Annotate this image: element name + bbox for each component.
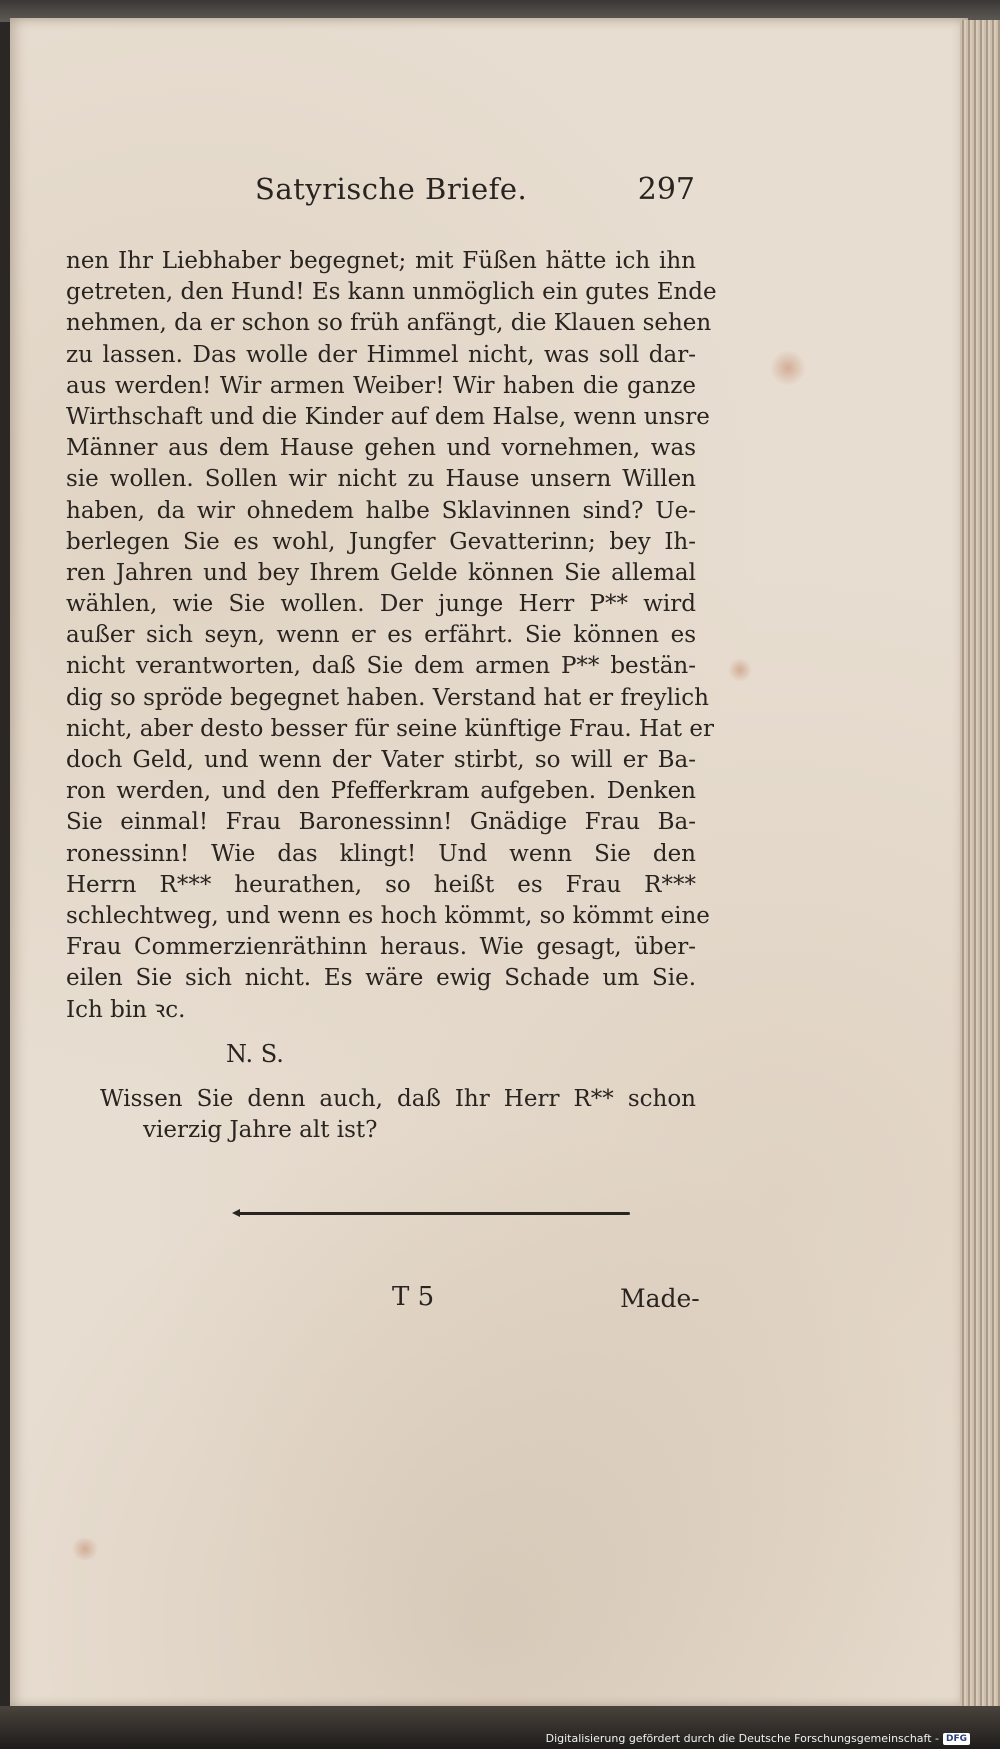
text-line: Sie einmal! Frau Baronessinn! Gnädige Frau Ba- xyxy=(66,809,696,836)
page-number: 297 xyxy=(637,172,695,207)
text-line: ronessinn! Wie das klingt! Und wenn Sie den xyxy=(66,840,696,867)
credit-text: Digitalisierung gefördert durch die Deutsche Forschungsgemeinschaft - xyxy=(545,1732,939,1745)
foxing-spot xyxy=(70,1538,100,1560)
text-line-last: Ich bin ꝛc. xyxy=(66,996,186,1023)
text-line: berlegen Sie es wohl, Jungfer Gevatterinn; bey Ih- xyxy=(66,528,696,555)
text-line: nen Ihr Liebhaber begegnet; mit Füßen hätte ich ihn xyxy=(66,248,696,274)
text-line: außer sich seyn, wenn er es erfährt. Sie können es xyxy=(66,622,696,649)
text-line: ren Jahren und bey Ihrem Gelde können Sie allemal xyxy=(66,559,696,586)
postscript-text: Wissen Sie denn auch, daß Ihr Herr R** schon xyxy=(100,1086,696,1112)
postscript-label: N. S. xyxy=(226,1040,284,1068)
text-line: zu lassen. Das wolle der Himmel nicht, was soll dar- xyxy=(66,341,696,368)
dfg-logo: DFG xyxy=(943,1733,970,1745)
page-edges xyxy=(960,20,1000,1710)
page-header xyxy=(255,172,695,212)
catchword: Made- xyxy=(620,1284,700,1313)
foxing-spot xyxy=(770,350,806,386)
text-line: ron werden, und den Pfefferkram aufgeben. Denken xyxy=(66,778,696,805)
section-divider-rule xyxy=(238,1212,630,1215)
text-line: sie wollen. Sollen wir nicht zu Hause unsern Willen xyxy=(66,466,696,493)
text-line: Herrn R*** heurathen, so heißt es Frau R*** xyxy=(66,871,696,898)
running-title: Satyrische Briefe. xyxy=(255,172,528,206)
text-line: schlechtweg, und wenn es hoch kömmt, so kömmt eine xyxy=(66,902,710,929)
text-line: doch Geld, und wenn der Vater stirbt, so will er Ba- xyxy=(66,747,696,773)
foxing-spot xyxy=(728,658,752,682)
postscript-text: vierzig Jahre alt ist? xyxy=(143,1117,378,1143)
letter-body xyxy=(66,246,717,1026)
text-line: nehmen, da er schon so früh anfängt, die Klauen sehen xyxy=(66,310,712,337)
text-line: Männer aus dem Hause gehen und vornehmen, was xyxy=(66,435,696,462)
text-line: nicht, aber desto besser für seine künftige Frau. Hat er xyxy=(66,715,714,742)
text-line: haben, da wir ohnedem halbe Sklavinnen sind? Ue- xyxy=(66,497,696,524)
digitization-credit xyxy=(546,1732,970,1745)
signature-mark: T 5 xyxy=(392,1282,435,1312)
text-line: nicht verantworten, daß Sie dem armen P** bestän- xyxy=(66,653,696,680)
text-line: dig so spröde begegnet haben. Verstand hat er freylich xyxy=(66,684,709,711)
text-line: aus werden! Wir armen Weiber! Wir haben die ganze xyxy=(66,372,696,399)
text-line: Frau Commerzienräthinn heraus. Wie gesagt, über- xyxy=(66,934,696,961)
text-line: Wirthschaft und die Kinder auf dem Halse, wenn unsre xyxy=(66,403,710,430)
text-line: wählen, wie Sie wollen. Der junge Herr P** wird xyxy=(66,591,696,618)
text-line: getreten, den Hund! Es kann unmöglich ein gutes Ende xyxy=(66,279,717,306)
text-line: eilen Sie sich nicht. Es wäre ewig Schade um Sie. xyxy=(66,965,696,992)
